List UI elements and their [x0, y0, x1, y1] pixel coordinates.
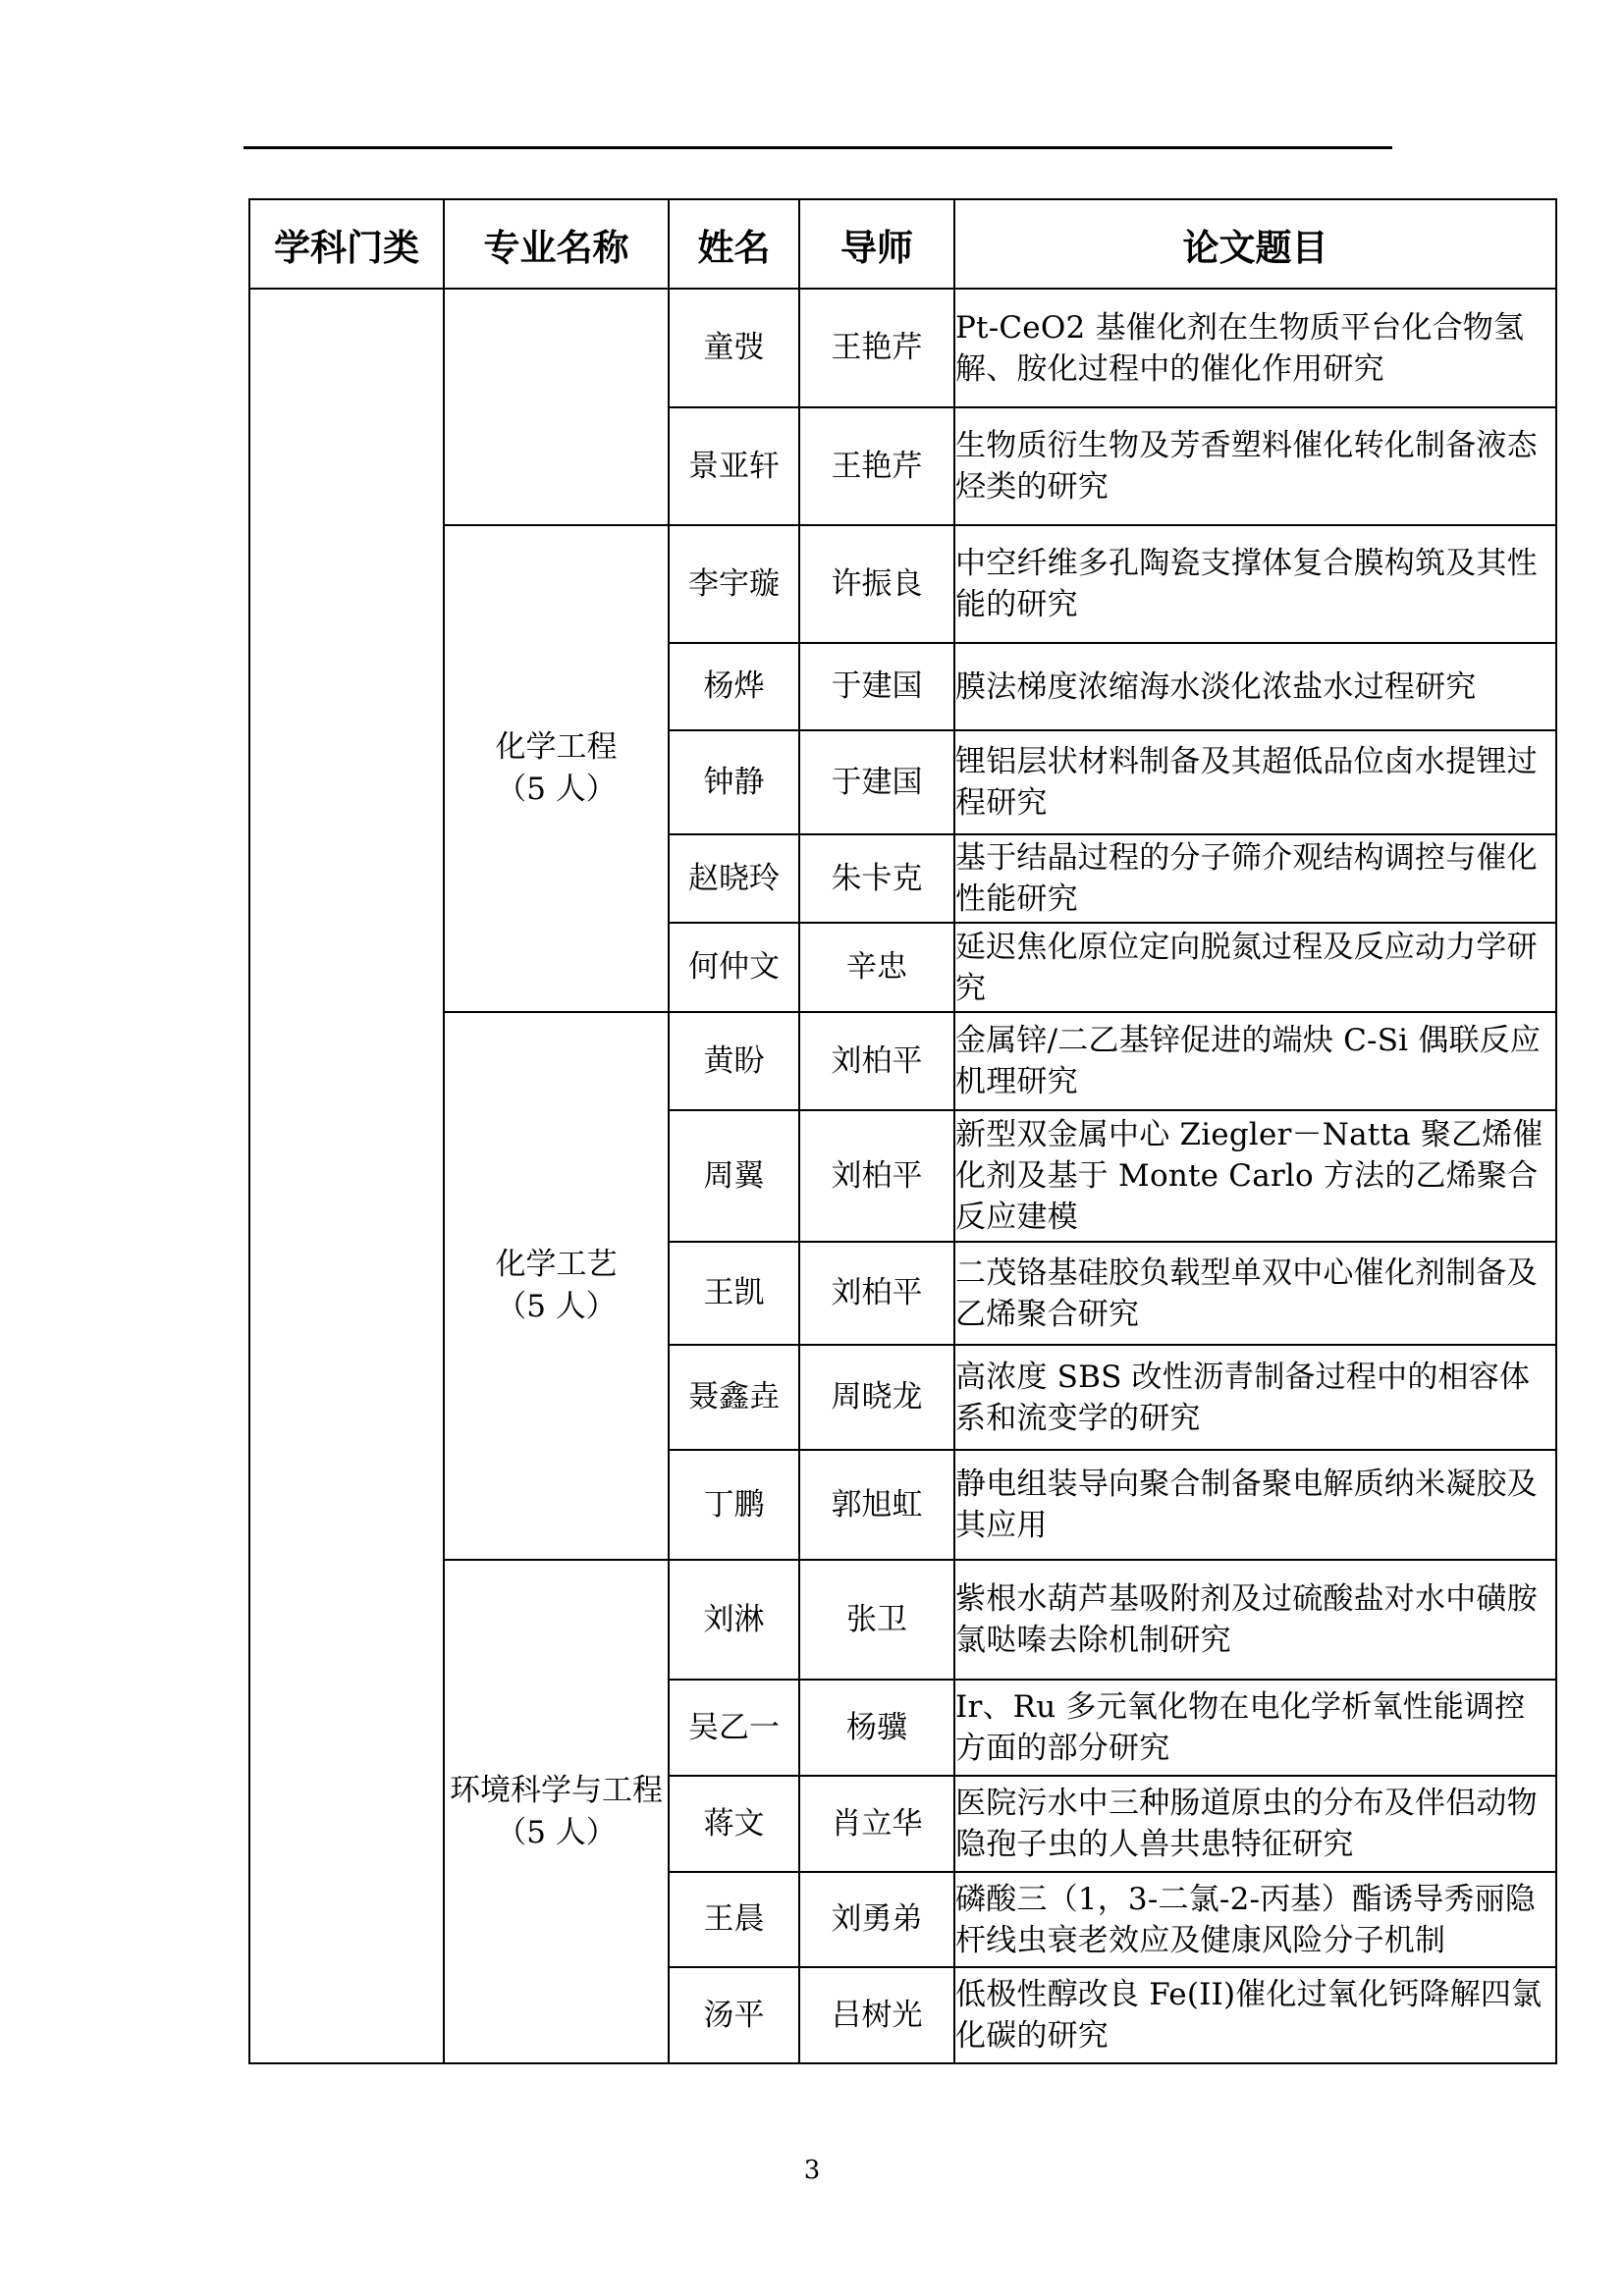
major-cell: [444, 1012, 669, 1560]
student-name: 聂鑫垚: [669, 1345, 799, 1450]
column-header-name: 姓名: [669, 199, 799, 289]
student-name: 何仲文: [669, 923, 799, 1012]
student-name: 蒋文: [669, 1776, 799, 1872]
advisor-name: 肖立华: [799, 1776, 954, 1872]
column-header-advisor: 导师: [799, 199, 954, 289]
thesis-title: 中空纤维多孔陶瓷支撑体复合膜构筑及其性能的研究: [954, 525, 1556, 643]
major-name: 化学工程: [495, 729, 618, 765]
thesis-table: [248, 198, 1557, 2064]
advisor-name: 辛忠: [799, 923, 954, 1012]
thesis-title: 磷酸三（1，3-二氯-2-丙基）酯诱导秀丽隐杆线虫衰老效应及健康风险分子机制: [954, 1872, 1556, 1967]
major-name: 化学工艺: [495, 1247, 618, 1282]
advisor-name: 王艳芹: [799, 289, 954, 407]
advisor-name: 张卫: [799, 1560, 954, 1680]
category-cell: [249, 289, 444, 2063]
thesis-title: 延迟焦化原位定向脱氮过程及反应动力学研究: [954, 923, 1556, 1012]
advisor-name: 郭旭虹: [799, 1450, 954, 1560]
advisor-name: 王艳芹: [799, 407, 954, 525]
thesis-title: 静电组装导向聚合制备聚电解质纳米凝胶及其应用: [954, 1450, 1556, 1560]
student-name: 王晨: [669, 1872, 799, 1967]
advisor-name: 杨骥: [799, 1680, 954, 1776]
advisor-name: 周晓龙: [799, 1345, 954, 1450]
thesis-title: Ir、Ru 多元氧化物在电化学析氧性能调控方面的部分研究: [954, 1680, 1556, 1776]
table-row: [249, 1560, 1556, 1680]
student-name: 李宇璇: [669, 525, 799, 643]
major-name: 环境科学与工程: [450, 1772, 663, 1808]
student-name: 童弢: [669, 289, 799, 407]
thesis-title: Pt-CeO2 基催化剂在生物质平台化合物氢解、胺化过程中的催化作用研究: [954, 289, 1556, 407]
advisor-name: 吕树光: [799, 1967, 954, 2063]
advisor-name: 刘柏平: [799, 1110, 954, 1242]
student-name: 刘淋: [669, 1560, 799, 1680]
student-name: 周翼: [669, 1110, 799, 1242]
thesis-title: 新型双金属中心 Ziegler－Natta 聚乙烯催化剂及基于 Monte Carlo 方法的乙烯聚合反应建模: [954, 1110, 1556, 1242]
student-name: 钟静: [669, 730, 799, 834]
thesis-title: 膜法梯度浓缩海水淡化浓盐水过程研究: [954, 643, 1556, 730]
column-header-major: 专业名称: [444, 199, 669, 289]
advisor-name: 朱卡克: [799, 834, 954, 923]
thesis-title: 低极性醇改良 Fe(II)催化过氧化钙降解四氯化碳的研究: [954, 1967, 1556, 2063]
major-count: （5 人）: [496, 1289, 617, 1324]
column-header-category: 学科门类: [249, 199, 444, 289]
major-cell: [444, 525, 669, 1012]
table-row: [249, 289, 1556, 407]
student-name: 景亚轩: [669, 407, 799, 525]
major-count: （5 人）: [496, 1814, 617, 1850]
thesis-title: 基于结晶过程的分子筛介观结构调控与催化性能研究: [954, 834, 1556, 923]
thesis-title: 生物质衍生物及芳香塑料催化转化制备液态烃类的研究: [954, 407, 1556, 525]
advisor-name: 刘柏平: [799, 1242, 954, 1345]
student-name: 杨烨: [669, 643, 799, 730]
student-name: 丁鹏: [669, 1450, 799, 1560]
thesis-title: 二茂铬基硅胶负载型单双中心催化剂制备及乙烯聚合研究: [954, 1242, 1556, 1345]
advisor-name: 刘勇弟: [799, 1872, 954, 1967]
thesis-title: 金属锌/二乙基锌促进的端炔 C-Si 偶联反应机理研究: [954, 1012, 1556, 1110]
major-cell: [444, 289, 669, 525]
advisor-name: 于建国: [799, 730, 954, 834]
column-header-thesis: 论文题目: [954, 199, 1556, 289]
advisor-name: 于建国: [799, 643, 954, 730]
student-name: 黄盼: [669, 1012, 799, 1110]
advisor-name: 许振良: [799, 525, 954, 643]
table-row: [249, 525, 1556, 643]
thesis-title: 紫根水葫芦基吸附剂及过硫酸盐对水中磺胺氯哒嗪去除机制研究: [954, 1560, 1556, 1680]
student-name: 赵晓玲: [669, 834, 799, 923]
advisor-name: 刘柏平: [799, 1012, 954, 1110]
thesis-title: 高浓度 SBS 改性沥青制备过程中的相容体系和流变学的研究: [954, 1345, 1556, 1450]
thesis-title: 锂铝层状材料制备及其超低品位卤水提锂过程研究: [954, 730, 1556, 834]
thesis-title: 医院污水中三种肠道原虫的分布及伴侣动物隐孢子虫的人兽共患特征研究: [954, 1776, 1556, 1872]
major-cell: [444, 1560, 669, 2063]
table-row: [249, 1012, 1556, 1110]
major-count: （5 人）: [496, 772, 617, 807]
page-number: 3: [803, 2156, 821, 2185]
student-name: 吴乙一: [669, 1680, 799, 1776]
student-name: 王凯: [669, 1242, 799, 1345]
header-rule: [244, 146, 1392, 149]
table-header-row: [249, 199, 1556, 289]
student-name: 汤平: [669, 1967, 799, 2063]
